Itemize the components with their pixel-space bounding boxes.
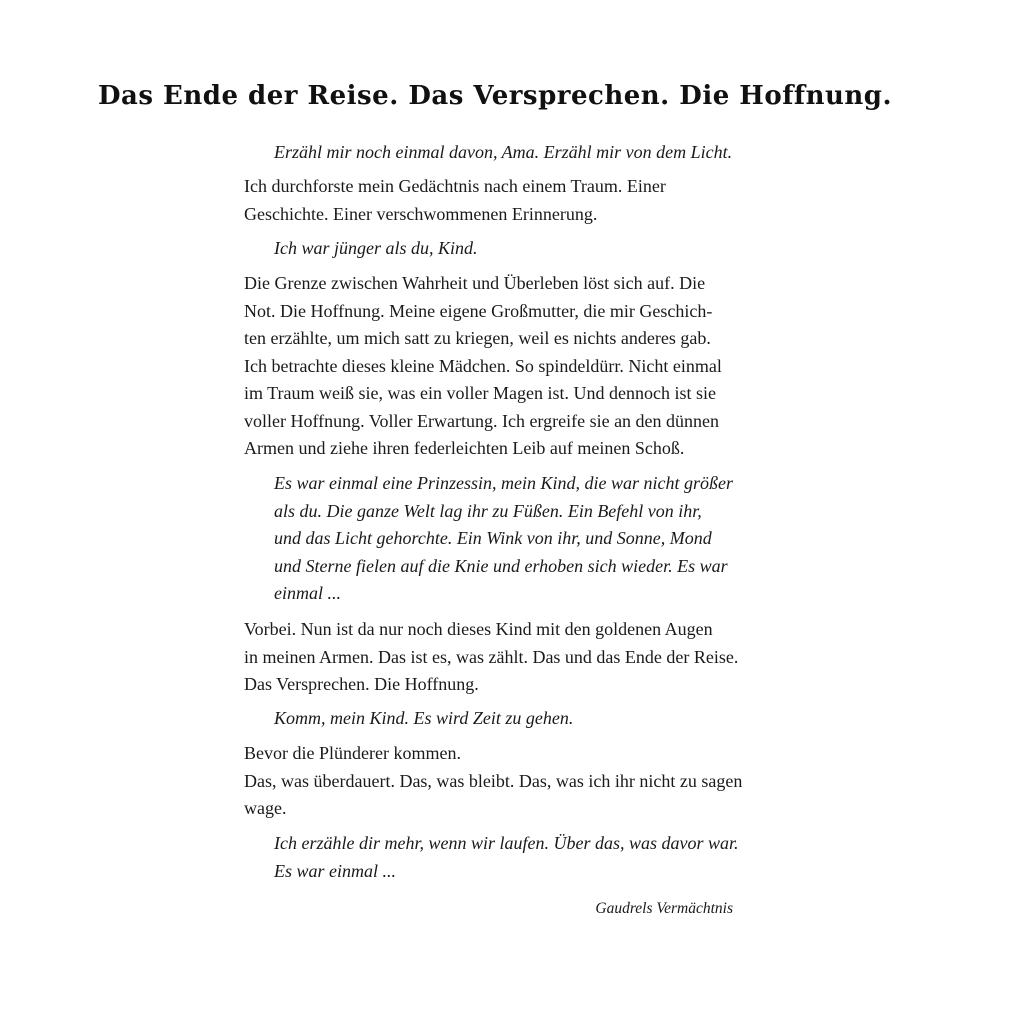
dialogue-paragraph-2: Ich war jünger als du, Kind. <box>274 238 478 258</box>
narrative-paragraph-4: Bevor die Plünderer kommen. Das, was überdauert. Das, was bleibt. Das, was ich ihr nicht zu sagen wage. <box>244 743 743 818</box>
narrative-paragraph-1: Ich durchforste mein Gedächtnis nach einem Traum. Einer Geschichte. Einer verschwommenen Erinnerung. <box>244 176 666 224</box>
source-attribution: Gaudrels Vermächtnis <box>595 900 733 917</box>
dialogue-paragraph-4: Komm, mein Kind. Es wird Zeit zu gehen. <box>274 708 574 728</box>
narrative-paragraph-3: Vorbei. Nun ist da nur noch dieses Kind mit den goldenen Augen in meinen Armen. Das ist es, was zählt. Das und das Ende der Reise. Das Versprechen. Die Hoffnung. <box>244 619 739 694</box>
dialogue-paragraph-5: Ich erzähle dir mehr, wenn wir laufen. Über das, was davor war. Es war einmal ... <box>274 833 739 881</box>
dialogue-paragraph-1: Erzähl mir noch einmal davon, Ama. Erzähl mir von dem Licht. <box>274 142 733 162</box>
narrative-paragraph-2: Die Grenze zwischen Wahrheit und Überleben löst sich auf. Die Not. Die Hoffnung. Meine eigene Großmutter, die mir Geschich- ten erzählte, um mich satt zu kriegen, weil es nichts anderes gab. Ich betrachte dieses kleine Mädchen. So spindeldürr. Nicht einmal im Traum weiß sie, was ein voller Magen ist. Und dennoch ist sie voller Hoffnung. Voller Erwartung. Ich ergreife sie an den dünnen Armen und ziehe ihren federleichten Leib auf meinen Schoß. <box>244 273 722 458</box>
dialogue-paragraph-3: Es war einmal eine Prinzessin, mein Kind, die war nicht größer als du. Die ganze Welt lag ihr zu Füßen. Ein Befehl von ihr, und das Licht gehorchte. Ein Wink von ihr, und Sonne, Mond und Sterne fielen auf die Knie und erhoben sich wieder. Es war einmal ... <box>274 473 733 603</box>
chapter-title: Das Ende der Reise. Das Versprechen. Die Hoffnung. <box>97 81 893 111</box>
